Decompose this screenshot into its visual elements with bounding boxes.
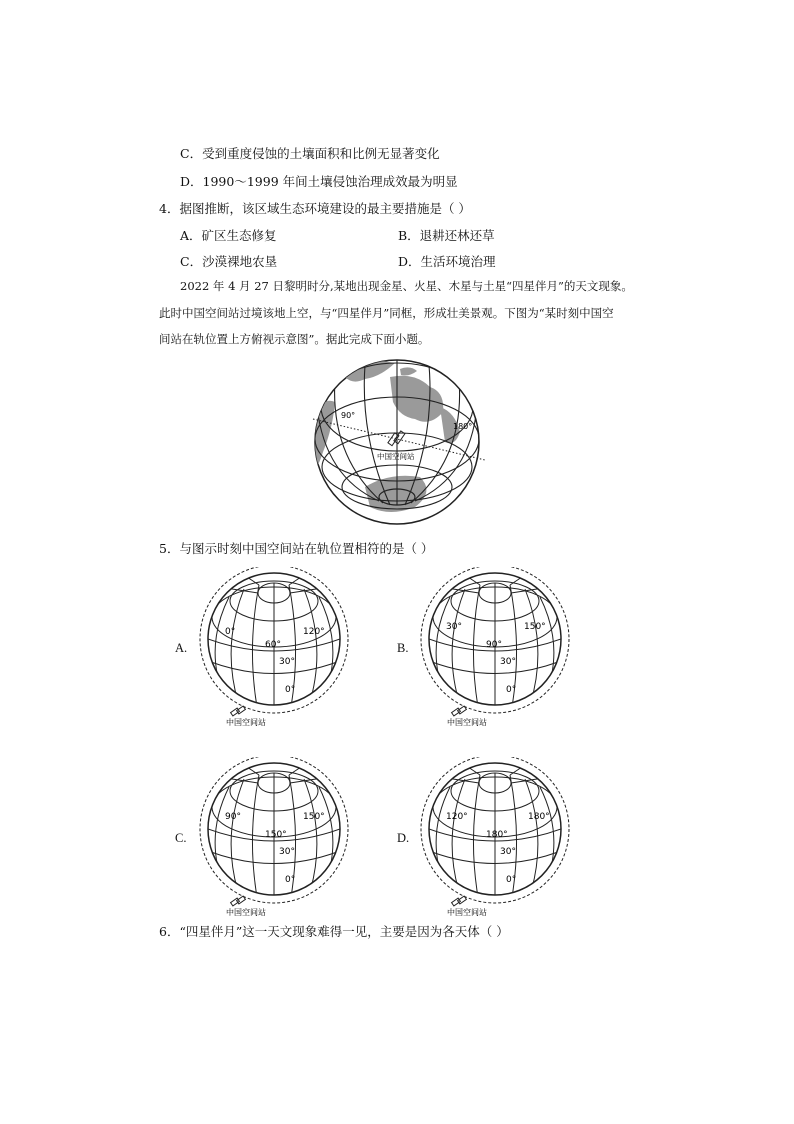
option-label-left: 30° <box>446 622 462 632</box>
option-letter-3[interactable]: D. <box>397 831 410 845</box>
option-c-previous: C．受到重度侵蚀的土壤面积和比例无显著变化 <box>180 146 440 161</box>
q4-option-b: B．退耕还林还草 <box>398 228 495 243</box>
option-label-left: 0° <box>225 627 236 637</box>
space-station-icon <box>231 706 246 716</box>
question-4: 4．据图推断，该区域生态环境建设的最主要措施是（ ） <box>159 201 471 216</box>
passage-line-1: 2022 年 4 月 27 日黎明时分,某地出现金星、火星、木星与土星“四星伴月”的天文现象。 <box>180 279 633 293</box>
main-globe-label-right: 180° <box>453 422 473 431</box>
option-globe-2[interactable] <box>199 757 349 917</box>
option-label-center: 180° <box>486 830 508 840</box>
q4-option-a: A．矿区生态修复 <box>180 228 277 243</box>
option-label-mid: 30° <box>500 847 516 857</box>
option-station-label: 中国空间站 <box>226 908 266 917</box>
option-label-bottom: 0° <box>506 875 517 885</box>
option-label-right: 150° <box>524 622 546 632</box>
main-globe-station-label: 中国空间站 <box>377 452 415 461</box>
option-label-center: 90° <box>486 640 502 650</box>
option-globe-0[interactable] <box>199 567 349 727</box>
option-label-left: 120° <box>446 812 468 822</box>
option-label-mid: 30° <box>279 657 295 667</box>
space-station-icon <box>231 896 246 906</box>
option-label-left: 90° <box>225 812 241 822</box>
option-station-label: 中国空间站 <box>447 718 487 727</box>
option-label-bottom: 0° <box>285 875 296 885</box>
q4-option-d: D．生活环境治理 <box>398 254 496 269</box>
option-label-right: 120° <box>303 627 325 637</box>
option-label-mid: 30° <box>279 847 295 857</box>
option-label-mid: 30° <box>500 657 516 667</box>
option-label-right: 150° <box>303 812 325 822</box>
option-label-center: 150° <box>265 830 287 840</box>
passage-line-2: 此时中国空间站过境该地上空，与“四星伴月”同框，形成壮美景观。下图为“某时刻中国空 <box>159 306 614 320</box>
option-globe-3[interactable] <box>420 757 570 917</box>
option-station-label: 中国空间站 <box>226 718 266 727</box>
option-letter-2[interactable]: C. <box>175 831 187 845</box>
q4-option-c: C．沙漠裸地农垦 <box>180 254 278 269</box>
question-6: 6．“四星伴月”这一天文现象难得一见，主要是因为各天体（ ） <box>159 924 509 939</box>
space-station-icon <box>452 706 467 716</box>
option-label-bottom: 0° <box>285 685 296 695</box>
question-5: 5．与图示时刻中国空间站在轨位置相符的是（ ） <box>159 541 434 556</box>
passage-line-3: 间站在轨位置上方俯视示意图”。据此完成下面小题。 <box>159 332 430 346</box>
main-globe-label-left: 90° <box>341 411 356 420</box>
option-label-right: 180° <box>528 812 550 822</box>
main-globe-diagram <box>305 357 490 527</box>
option-d-previous: D．1990～1999 年间土壤侵蚀治理成效最为明显 <box>180 174 458 189</box>
option-letter-1[interactable]: B. <box>397 641 409 655</box>
option-label-center: 60° <box>265 640 281 650</box>
option-station-label: 中国空间站 <box>447 908 487 917</box>
option-globe-1[interactable] <box>420 567 570 727</box>
option-label-bottom: 0° <box>506 685 517 695</box>
space-station-icon <box>452 896 467 906</box>
option-letter-0[interactable]: A. <box>175 641 188 655</box>
